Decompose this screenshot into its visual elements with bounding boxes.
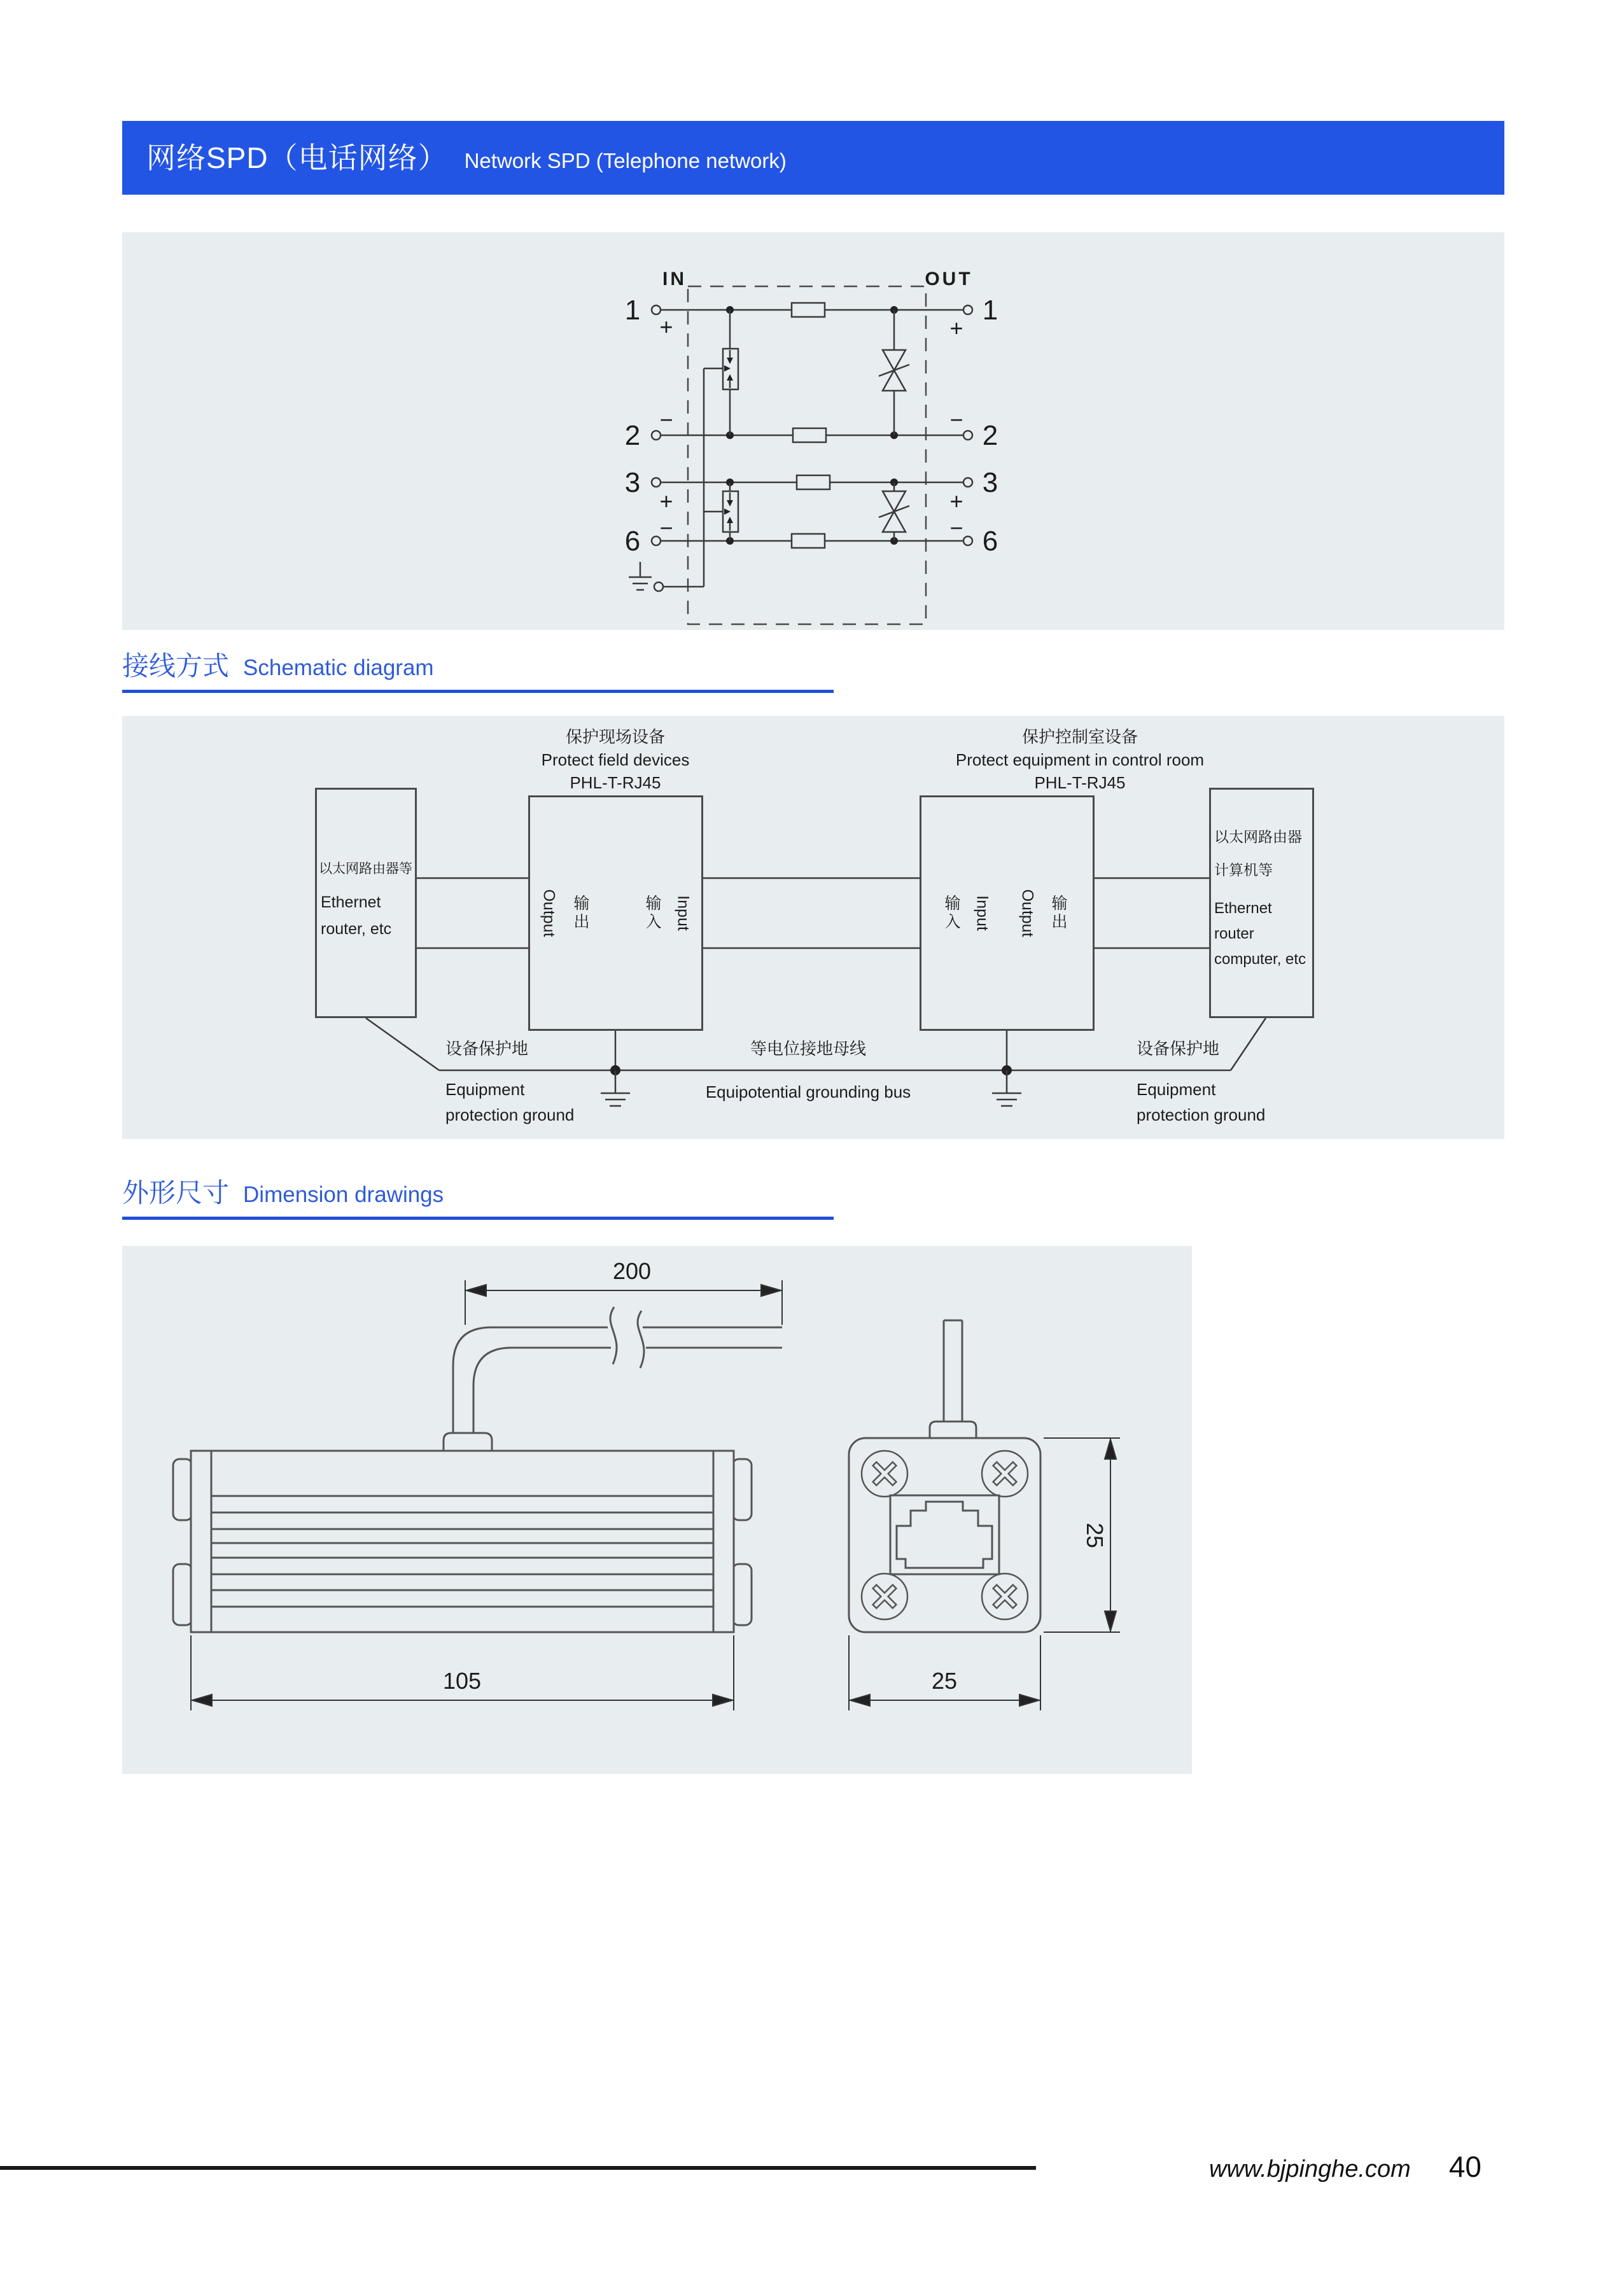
left-device-cn: 保护现场设备 xyxy=(565,727,665,746)
section-title-wiring-en: Schematic diagram xyxy=(243,655,434,680)
bus-label-en: Equipotential grounding bus xyxy=(705,1082,911,1101)
terminal-1-in: 1 xyxy=(624,295,641,326)
dim-25-height-value: 25 xyxy=(1082,1522,1108,1549)
section-title-dimensions xyxy=(122,1172,444,1210)
dim-200 xyxy=(465,1280,782,1325)
right-equipment-en3: computer, etc xyxy=(1214,951,1306,968)
right-device-model: PHL-T-RJ45 xyxy=(1034,773,1126,792)
right-equipment-en2: router xyxy=(1214,925,1254,942)
right-equipment-en1: Ethernet xyxy=(1214,900,1272,917)
section-title-dimensions-cn: 外形尺寸 xyxy=(122,1178,230,1208)
footer-website: www.bjpinghe.com xyxy=(1209,2156,1411,2183)
section-underline xyxy=(122,1217,834,1220)
section-title-wiring xyxy=(122,645,434,683)
spd-dashed-outline xyxy=(688,286,926,624)
left-equipment-en1: Ethernet xyxy=(321,893,381,911)
right-device-caption xyxy=(889,725,1271,794)
dim-105-value: 105 xyxy=(442,1668,482,1694)
polarity: + xyxy=(949,488,963,514)
ground-right-en1: Equipment xyxy=(1137,1080,1216,1099)
gdt-2 xyxy=(723,482,738,541)
ground-left-cn: 设备保护地 xyxy=(445,1039,529,1058)
spd-right-output-en: Output xyxy=(1018,889,1037,937)
terminal-1-out: 1 xyxy=(982,295,998,326)
left-device-model: PHL-T-RJ45 xyxy=(570,773,661,792)
in-label: IN xyxy=(662,269,687,290)
section-underline xyxy=(122,690,834,693)
front-cable xyxy=(944,1320,962,1422)
terminal-2-out: 2 xyxy=(982,420,998,451)
ground-common-line xyxy=(663,368,724,587)
dim-25-height xyxy=(1044,1438,1120,1632)
polarity: + xyxy=(659,314,673,340)
ground-symbol xyxy=(629,562,652,590)
polarity: + xyxy=(659,488,673,514)
ground-left-en1: Equipment xyxy=(445,1080,525,1099)
side-cable xyxy=(453,1307,782,1433)
footer xyxy=(1209,2149,1481,2184)
banner-title-en: Network SPD (Telephone network) xyxy=(464,149,787,172)
out-label: OUT xyxy=(925,269,973,290)
spd-left-input-cn: 输入 xyxy=(643,895,661,932)
polarity: − xyxy=(659,515,673,541)
terminal-3-out: 3 xyxy=(982,467,998,498)
spd-right-input-cn: 输入 xyxy=(942,895,960,932)
line-wires xyxy=(661,310,963,541)
bus-label-cn: 等电位接地母线 xyxy=(750,1039,867,1058)
right-device-en: Protect equipment in control room xyxy=(955,750,1205,769)
spd-right-output-cn: 输出 xyxy=(1049,895,1067,932)
circuit-diagram xyxy=(605,242,1050,633)
section-title-wiring-cn: 接线方式 xyxy=(122,651,230,681)
ground-left-en2: protection ground xyxy=(445,1105,575,1124)
spd-left-input-en: Input xyxy=(674,895,692,931)
terminal-6-in: 6 xyxy=(624,526,641,557)
junction-dots xyxy=(726,306,898,545)
spd-right-input-en: Input xyxy=(973,895,991,931)
banner-title-cn: 网络SPD（电话网络） xyxy=(146,141,448,174)
ground-right-en xyxy=(1137,1077,1265,1128)
dim-25-width-value: 25 xyxy=(931,1668,958,1694)
tvs-diode-2 xyxy=(879,482,909,541)
tvs-diode-1 xyxy=(879,310,909,435)
ground-right-en2: protection ground xyxy=(1137,1105,1266,1124)
ground-right-cn: 设备保护地 xyxy=(1137,1039,1220,1058)
left-equipment-cn: 以太网路由器等 xyxy=(319,862,412,876)
polarity: − xyxy=(949,515,963,541)
spd-left-output-en: Output xyxy=(540,889,558,937)
left-device-caption xyxy=(424,725,806,794)
polarity: + xyxy=(949,315,963,341)
terminal-6-out: 6 xyxy=(982,526,998,557)
right-equipment-cn2: 计算机等 xyxy=(1214,862,1273,878)
gdt-1 xyxy=(723,310,738,435)
front-view xyxy=(849,1320,1120,1710)
terminal-2-in: 2 xyxy=(624,420,641,451)
right-equipment-cn1: 以太网路由器 xyxy=(1214,828,1302,845)
right-device-cn: 保护控制室设备 xyxy=(1021,727,1138,746)
terminal-3-in: 3 xyxy=(624,467,641,498)
dim-200-value: 200 xyxy=(612,1258,652,1284)
section-title-dimensions-en: Dimension drawings xyxy=(243,1182,444,1207)
spd-left-output-cn: 输出 xyxy=(571,895,589,932)
left-equipment-en2: router, etc xyxy=(321,920,392,938)
page-banner xyxy=(122,121,1504,195)
polarity: − xyxy=(659,407,673,433)
polarity: − xyxy=(949,407,963,433)
dimension-drawing xyxy=(122,1246,1192,1774)
series-resistors xyxy=(792,303,830,548)
footer-rule xyxy=(0,2166,1036,2170)
side-view xyxy=(173,1258,782,1710)
left-device-en: Protect field devices xyxy=(541,750,690,769)
footer-page-number: 40 xyxy=(1448,2150,1481,2183)
ground-left-en xyxy=(445,1077,574,1128)
